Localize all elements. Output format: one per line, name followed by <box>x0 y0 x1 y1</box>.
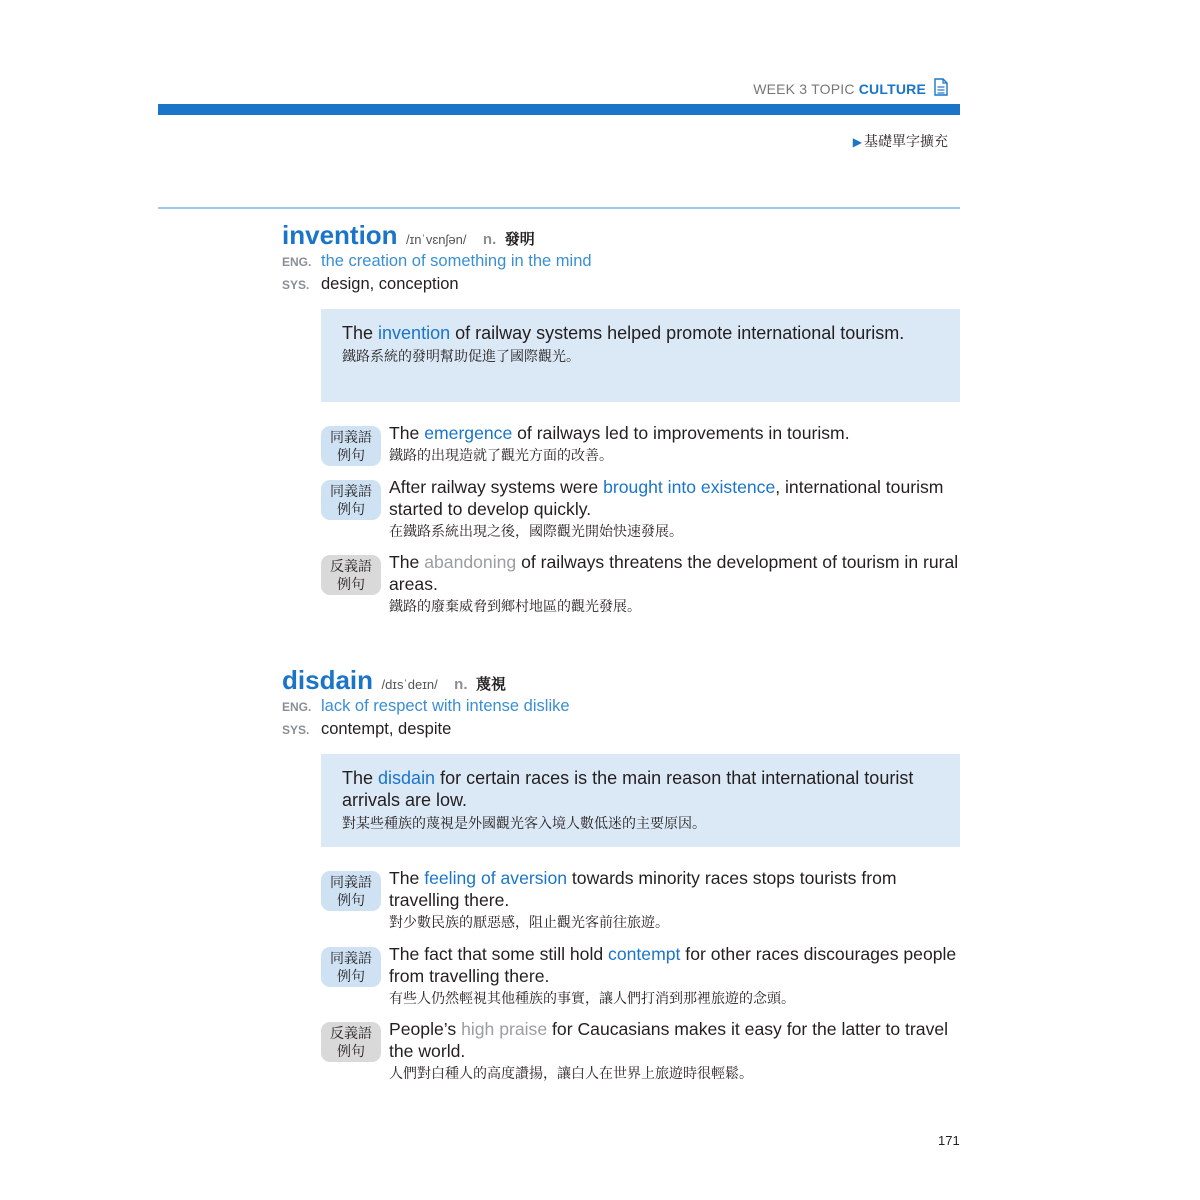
example-highlight: invention <box>378 323 451 343</box>
entry-headline <box>282 220 962 252</box>
sub-example-highlight: abandoning <box>424 552 517 572</box>
sub-example-highlight: contempt <box>608 944 681 964</box>
sub-example-highlight: brought into existence <box>603 477 776 497</box>
sub-example-text <box>389 551 961 618</box>
synonym-badge: 同義語 例句 <box>321 871 381 911</box>
sub-example-highlight: feeling of aversion <box>424 868 568 888</box>
sub-example-translation: 在鐵路系統出現之後，國際觀光開始快速發展。 <box>389 523 683 539</box>
running-header <box>158 78 960 100</box>
eng-definition-line <box>282 697 962 720</box>
entry-word: invention <box>282 220 398 250</box>
eng-definition-line <box>282 252 962 275</box>
antonym-badge: 反義語 例句 <box>321 1022 381 1062</box>
sub-example-translation: 鐵路的廢棄威脅到鄉村地區的觀光發展。 <box>389 598 641 614</box>
divider-rule <box>158 207 960 209</box>
sub-example-sentence: The abandoning of railways threatens the development of tourism in rural areas. <box>389 552 959 594</box>
header-bar <box>158 104 960 115</box>
entry-zh-definition: 蔑視 <box>475 676 506 693</box>
eng-tag: ENG. <box>282 700 312 714</box>
sub-example-text <box>389 867 961 934</box>
entry-pos: n. <box>482 231 497 248</box>
synonym-badge: 同義語 例句 <box>321 947 381 987</box>
eng-definition: the creation of something in the mind <box>321 252 592 270</box>
synonym-badge: 同義語 例句 <box>321 426 381 466</box>
document-icon <box>934 78 948 96</box>
sub-example-translation: 對少數民族的厭惡感，阻止觀光客前往旅遊。 <box>389 914 669 930</box>
synonyms: contempt, despite <box>321 720 452 738</box>
synonym-badge: 同義語 例句 <box>321 480 381 520</box>
vocab-entry-disdain <box>282 665 962 743</box>
sub-example-highlight: emergence <box>424 423 513 443</box>
sub-example-translation: 有些人仍然輕視其他種族的事實，讓人們打消到那裡旅遊的念頭。 <box>389 990 795 1006</box>
example-sentence: The disdain for certain races is the main reason that international tourist arrivals are low. <box>342 768 914 810</box>
example-translation: 鐵路系統的發明幫助促進了國際觀光。 <box>342 348 580 364</box>
sub-example-sentence: The fact that some still hold contempt for other races discourages people from travelling there. <box>389 944 957 986</box>
example-box <box>321 309 960 402</box>
sys-tag: SYS. <box>282 278 310 292</box>
sub-example-sentence: People’s high praise for Caucasians makes it easy for the latter to travel the world. <box>389 1019 949 1061</box>
entry-word: disdain <box>282 665 374 695</box>
example-sentence: The invention of railway systems helped promote international tourism. <box>342 323 905 343</box>
antonym-badge: 反義語 例句 <box>321 555 381 595</box>
sub-example-highlight: high praise <box>461 1019 548 1039</box>
synonyms-line <box>282 720 962 743</box>
eng-tag: ENG. <box>282 255 312 269</box>
entry-ipa: /dɪsˈdeɪn/ <box>381 677 438 692</box>
sub-example-text <box>389 943 961 1010</box>
vocab-entry-invention <box>282 220 962 298</box>
entry-zh-definition: 發明 <box>504 231 535 248</box>
page-number: 171 <box>938 1133 960 1148</box>
header-topic: WEEK 3 TOPIC CULTURE <box>753 81 926 97</box>
sub-example-translation: 人們對白種人的高度讚揚，讓白人在世界上旅遊時很輕鬆。 <box>389 1065 753 1081</box>
triangle-icon: ▶ <box>852 135 862 149</box>
sub-example-text <box>389 1018 961 1085</box>
sub-example-sentence: After railway systems were brought into existence, international tourism started to develop quickly. <box>389 477 944 519</box>
sub-example-sentence: The emergence of railways led to improvements in tourism. <box>389 423 850 443</box>
entry-pos: n. <box>454 676 468 693</box>
sub-example-text <box>389 476 961 543</box>
sub-example-text <box>389 422 961 467</box>
synonyms: design, conception <box>321 275 459 293</box>
example-highlight: disdain <box>378 768 436 788</box>
sub-example-translation: 鐵路的出現造就了觀光方面的改善。 <box>389 447 613 463</box>
entry-headline <box>282 665 962 697</box>
sub-example-sentence: The feeling of aversion towards minority races stops tourists from travelling there. <box>389 868 897 910</box>
example-translation: 對某些種族的蔑視是外國觀光客入境人數低迷的主要原因。 <box>342 815 706 831</box>
synonyms-line <box>282 275 962 298</box>
sys-tag: SYS. <box>282 723 310 737</box>
example-box <box>321 754 960 847</box>
eng-definition: lack of respect with intense dislike <box>321 697 570 715</box>
entry-ipa: /ɪnˈvɛnʃən/ <box>406 232 467 247</box>
section-label: ▶ 基礎單字擴充 <box>852 133 948 149</box>
